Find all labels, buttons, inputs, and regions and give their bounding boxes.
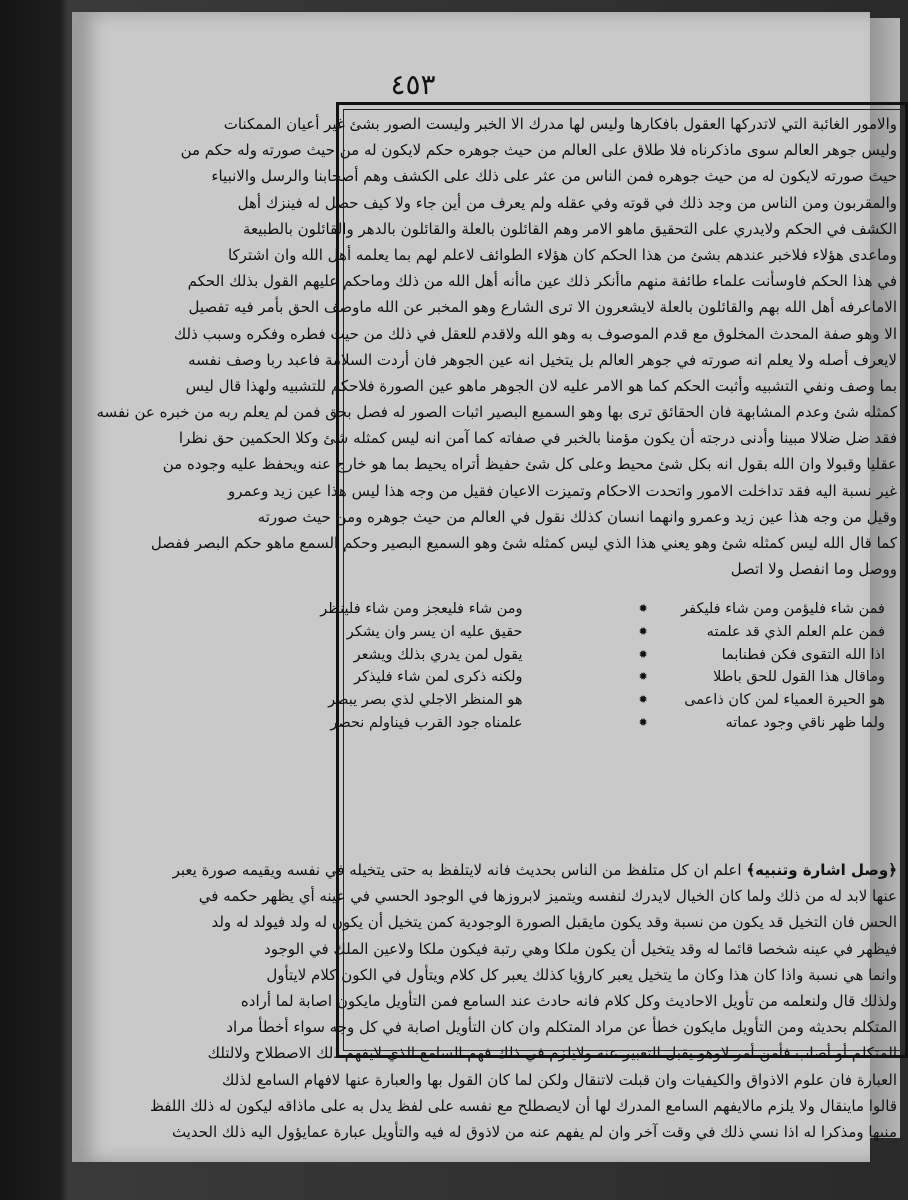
text-line: ولذلك قال ولنعلمه من تأويل الاحاديث وكل كلام فانه حادث عند السامع فمن التأويل مايكون اصابة لما أراده: [240, 991, 897, 1010]
verse-hemistich-first: اذا الله التقوى فكن فطنابما: [721, 646, 885, 663]
text-line: عنها لابد له من ذلك ولما كان الخيال لايدرك لنفسه ويتميز لابروزها في الوجود الحسي في عينه أي يظهر حكمه في: [198, 887, 897, 906]
poem: [320, 598, 885, 850]
text-line: وقيل من وجه هذا عين زيد وعمرو وانهما انسان كذلك نقول في العالم من حيث جوهره ومن حيث صورته: [257, 507, 897, 526]
verse-hemistich-second: ومن شاء فليعجز ومن شاء فلينظر: [320, 601, 523, 617]
text-line: ووصل وما انفصل ولا اتصل: [730, 560, 897, 579]
poem-verse: [328, 689, 885, 712]
verse-hemistich-first: هو الحيرة العمياء لمن كان ذاعمى: [684, 692, 885, 709]
text-line: المتكلم بحديثه ومن التأويل مايكون خطأ عن مراد المتكلم وان كان التأويل اصابة في كل وجه سواء أخطأ مراد: [226, 1018, 897, 1037]
verse-hemistich-first: فمن علم العلم الذي قد علمته: [706, 623, 885, 640]
poem-verse: [353, 666, 885, 689]
verse-separator-star-icon: ✹: [638, 602, 648, 615]
text-line: وليس جوهر العالم سوى ماذكرناه فلا طلاق على العالم من حيث جوهره حكم لايكون له من حيث صورته وله حكم من: [180, 141, 897, 160]
text-line: غير نسبة اليه فقد تداخلت الامور واتحدت الاحكام وتميزت الاعيان فقيل من وجه هذا ليس هذا عين زيد وعمرو: [227, 481, 897, 500]
verse-hemistich-first: وماقال هذا القول للحق باطلا: [713, 669, 885, 686]
text-frame: [96, 102, 908, 1141]
verse-separator-star-icon: ✹: [638, 670, 648, 684]
verse-separator-star-icon: ✹: [638, 647, 648, 661]
text-line: [172, 857, 897, 883]
text-line: في هذا الحكم فاوسأنت علماء طائفة منهم ماأنكر ذلك عين ماأنه أهل الله من ذلك وماحكم عليهم القول بذلك الحكم: [187, 272, 897, 291]
book-page: [72, 12, 897, 1162]
poem-verse: [320, 598, 885, 621]
text-line: قالوا ماينقال ولا يلزم مالايفهم السامع المدرك لها أن لايصطلح مع نفسه على لفظ يدل به على ماذاقه ليكون له ذلك اللفظ: [149, 1096, 897, 1115]
verse-hemistich-second: علمناه جود القرب فيناولم نحصر: [330, 714, 523, 731]
text-line: بما وصف ونفي التشبيه وأثبت الحكم كما هو الامر عليه لان الجوهر ماهو عين الصورة فلاحكم للتشبيه ولهذا قال ليس: [185, 376, 897, 395]
text-line: منبها ومذكرا له اذا نسي ذلك في وقت آخر وان لم يفهم عنه من لاذوق له فيه والتأويل عبارة عمايؤول اليه ذلك الحديث: [171, 1122, 897, 1141]
paragraph-section: [149, 857, 897, 1141]
verse-hemistich-first: ولما ظهر ناقي وجود عماته: [725, 714, 885, 731]
verse-hemistich-second: حقيق عليه ان يسر وان يشكر: [346, 623, 523, 640]
text-line: وماعدى هؤلاء فلاخبر عندهم بشئ من هذا الحكم كان هؤلاء الطوائف لاعلم لهم بما يعلمه أهل الله وان اشتركا: [227, 245, 897, 264]
poem-verse: [346, 621, 885, 644]
text-line: والمقربون ومن الناس من وجد ذلك في قوته وفي عقله ولم يعرف من أين جاء ولا كيف حصل له فينزك أهل: [237, 193, 897, 212]
text-line: وانما هي نسبة واذا كان هذا وكان ما يتخيل يعبر كارؤيا كذلك يعبر كل كلام ويتأول في الكون كلام لايتأول: [266, 965, 897, 984]
text-line: الاماعرفه أهل الله بهم والقائلون بالعلة لايشعرون الا ترى الشارع وهو المخبر عن الله ماوصف الحق بأمر فيه تفصيل: [188, 298, 897, 317]
verse-separator-star-icon: ✹: [638, 693, 648, 707]
verse-hemistich-second: يقول لمن يدري بذلك ويشعر: [353, 646, 523, 663]
text-line: الحس فان التخيل قد يكون من نسبة وقد يكون مايقبل الصورة الوجودية كمن يتخيل أن يكون له ولد فيولد له ولد: [211, 913, 897, 932]
text-line: عقليا وقبولا وان الله بقول انه بكل شئ محيط وعلى كل شئ حفيظ أتراه يحيط بما هو خارج عنه ويحفظ عليه وجوده من: [162, 455, 897, 474]
poem-verse: [330, 712, 885, 735]
verse-hemistich-second: هو المنظر الاجلي لذي بصر يبصر: [328, 692, 523, 709]
text-line: العبارة فان علوم الاذواق والكيفيات وان قبلت لاتنقال ولكن لما كان القول بها والعبارة عنها لافهام السامع لذلك: [221, 1070, 897, 1089]
text-line: المتكلم أو أصاب فأمن أمر لاوهو يقبل التعبير عنه ولايلزم في ذلك فهم السامع الذي لايفهم ذلك الاصطلاح ولالتلك: [207, 1044, 897, 1063]
text-line: الا وهو صفة المحدث المخلوق مع قدم الموصوف به وهو الله ولاقدم للعقل في ذلك من حيث فطره وفكره وسبب ذلك: [173, 324, 897, 343]
text-line: الكشف في الحكم ولايدري على التحقيق ماهو الامر وهم القائلون بالعلة والقائلون بالدهر والقائلون بالطبيعة: [242, 219, 897, 238]
section-first-line: اعلم ان كل متلفظ من الناس بحديث فانه لايتلفظ به حتى يتخيله في نفسه ويقيمه صورة يعبر: [172, 861, 742, 879]
verse-separator-star-icon: ✹: [638, 624, 648, 638]
text-line: لايعرف أصله ولا يعلم انه صورته في جوهر العالم بل يتخيل انه عين الجوهر فان أردت السلامة فاعبد ربا وصف نفسه: [188, 350, 897, 369]
text-line: فيظهر في عينه شخصا قائما له وقد يتخيل أن يكون ملكا وهي رتبة فيكون ملكا ولاعين الملك في الوجود: [264, 939, 897, 958]
text-line: فقد ضل ضلالا مبينا وأدنى درجته أن يكون مؤمنا بالخبر في صفاته كما آمن انه ليس كمثله شئ وكلا الحكمين حق نظرا: [178, 429, 897, 448]
paragraph-main: [96, 111, 897, 611]
verse-separator-star-icon: ✹: [638, 715, 648, 729]
page-number: ٤٥٣: [390, 68, 436, 101]
verse-hemistich-second: ولكنه ذكرى لمن شاء فليذكر: [353, 669, 523, 686]
text-line: كما قال الله ليس كمثله شئ وهو يعني هذا الذي ليس كمثله شئ وهو السميع البصير وحكم السمع ماهو حكم البصر ففصل: [150, 534, 897, 552]
text-line: حيث صورته لايكون له من حيث جوهره فمن الناس من عثر على ذلك على الكشف وهم أصحابنا والرسل والانبياء: [211, 167, 897, 186]
section-heading: ﴿وصل اشارة وتنبيه﴾: [746, 861, 897, 879]
text-line: كمثله شئ وعدم المشابهة فان الحقائق ترى بها وهو السميع البصير اثبات الصور له فصل بحق فمن لم يعلم ربه من خبره عن نفسه: [96, 403, 897, 422]
text-line: والامور الغائبة التي لاتدركها العقول بافكارها وليس لها مدرك الا الخبر وليست الصور بشئ غير أعيان الممكنات: [223, 115, 897, 133]
poem-verse: [353, 644, 885, 667]
verse-hemistich-first: فمن شاء فليؤمن ومن شاء فليكفر: [681, 601, 885, 617]
